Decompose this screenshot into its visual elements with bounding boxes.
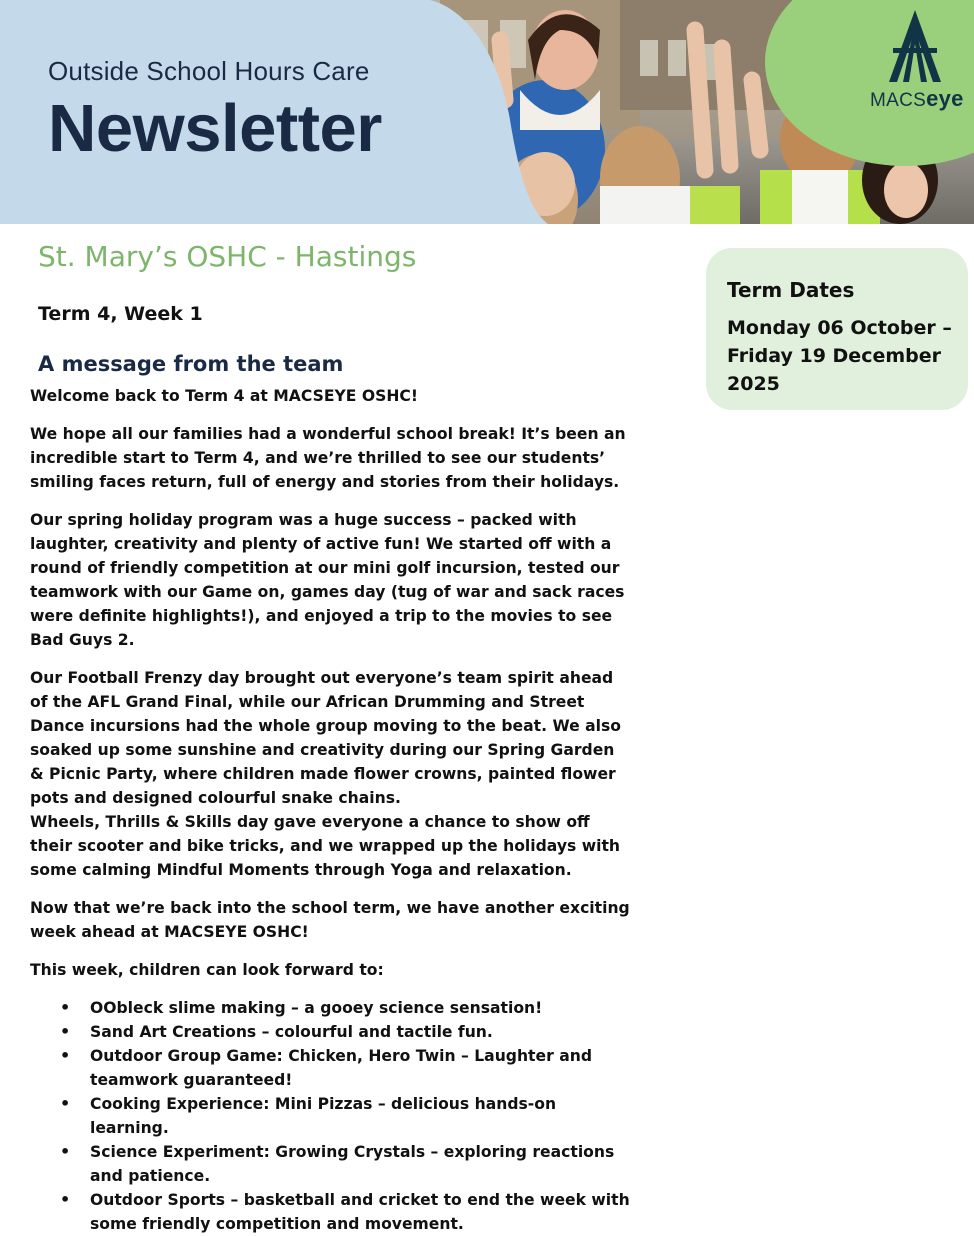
football-frenzy-paragraph: Our Football Frenzy day brought out everyone’s team spirit ahead of the AFL Grand Final, while our African Drumming and Street Dance incursions had the whole group moving to the beat. We also soaked up some sunshine and creativity during our Spring Garden & Picnic Party, where children made flower crowns, painted flower pots and designed colourful snake chains. (30, 669, 621, 807)
header-title-block (48, 56, 382, 166)
macseye-wordmark: MACSeye (870, 86, 964, 111)
list-item: • Outdoor Sports – basketball and cricket to end the week with some friendly competition and movement. (90, 1188, 630, 1236)
newsletter-header (0, 0, 974, 224)
macseye-logo-icon (885, 10, 945, 82)
macseye-logo (870, 10, 964, 112)
list-item: • Sand Art Creations – colourful and tactile fun. (90, 1020, 630, 1044)
list-item: • Cooking Experience: Mini Pizzas – delicious hands-on learning. (90, 1092, 630, 1140)
header-title: Newsletter (48, 91, 382, 166)
spring-program-paragraph: Our spring holiday program was a huge success – packed with laughter, creativity and plenty of active fun! We started off with a round of friendly competition at our mini golf incursion, tested our teamwork with our Game on, games day (tug of war and sack races were definite highlights!), and enjoyed a trip to the movies to see Bad Guys 2. (30, 511, 625, 649)
list-item: • Science Experiment: Growing Crystals – exploring reactions and patience. (90, 1140, 630, 1188)
wheels-thrills-paragraph: Wheels, Thrills & Skills day gave everyone a chance to show off their scooter and bike tricks, and we wrapped up the holidays with some calming Mindful Moments through Yoga and relaxation. (30, 813, 620, 879)
welcome-paragraph: Welcome back to Term 4 at MACSEYE OSHC! (30, 387, 418, 405)
term-week: Term 4, Week 1 (38, 303, 203, 325)
header-subtitle: Outside School Hours Care (48, 56, 370, 86)
message-heading: A message from the team (38, 352, 344, 376)
list-item: • Outdoor Group Game: Chicken, Hero Twin – Laughter and teamwork guaranteed! (90, 1044, 630, 1092)
term-dates-range: Monday 06 October – Friday 19 December 2025 (727, 317, 952, 395)
intro-paragraph: We hope all our families had a wonderful school break! It’s been an incredible start to Term 4, and we’re thrilled to see our students’ smiling faces return, full of energy and stories from their holidays. (30, 425, 626, 491)
newsletter-body (30, 384, 630, 1236)
activities-list (30, 996, 630, 1236)
term-dates-title: Term Dates (727, 278, 855, 302)
school-name: St. Mary’s OSHC - Hastings (38, 240, 417, 273)
list-item: • OObleck slime making – a gooey science sensation! (90, 996, 630, 1020)
term-dates-card (706, 248, 968, 410)
back-to-term-paragraph: Now that we’re back into the school term, we have another exciting week ahead at MACSEYE OSHC! (30, 899, 630, 941)
look-forward-paragraph: This week, children can look forward to: (30, 961, 384, 979)
